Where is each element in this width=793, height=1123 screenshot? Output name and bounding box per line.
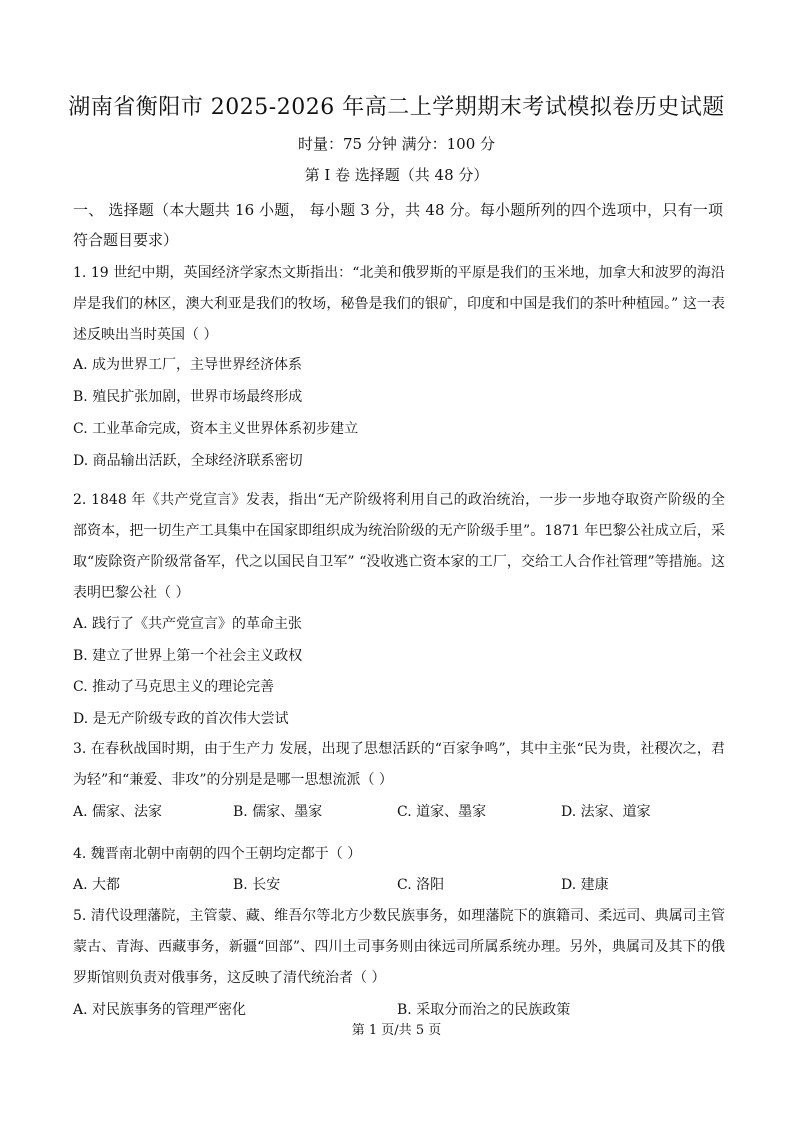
question-stem: 5. 清代设理藩院，主管蒙、藏、维吾尔等北方少数民族事务，如理藩院下的旗籍司、柔远司、典属司主管蒙古、青海、西藏事务，新疆“回部”、四川土司事务则由徕远司所属系统办理。另外，典属司及其下的俄罗斯馆则负责对俄事务，这反映了清代统治者（ ） [73,908,725,986]
option-c: C. 推动了马克思主义的理论完善 [73,679,275,695]
option-b: B. 采取分而治之的民族政策 [397,1002,571,1018]
question-1 [73,258,725,351]
option-d: D. 是无产阶级专政的首次伟大尝试 [73,710,289,727]
option-b: B. 儒家、墨家 [233,804,323,820]
part-heading: 第 I 卷 选择题（共 48 分） [304,166,489,184]
page-number: 第 1 页/共 5 页 [351,1023,442,1038]
question-2 [73,485,725,609]
question-stem: 1. 19 世纪中期，英国经济学家杰文斯指出：“北美和俄罗斯的平原是我们的玉米地，加拿大和波罗的海沿岸是我们的林区，澳大利亚是我们的牧场，秘鲁是我们的银矿，印度和中国是我们的茶叶种植园。” 这一表述反映出当时英国（ ） [73,265,725,343]
option-a: A. 大都 [73,877,121,893]
option-b: B. 殖民扩张加剧，世界市场最终形成 [73,389,303,405]
option-c: C. 工业革命完成，资本主义世界体系初步建立 [73,421,359,437]
option-b: B. 长安 [233,877,281,893]
option-a: A. 儒家、法家 [73,804,163,820]
question-stem: 3. 在春秋战国时期，由于生产力 发展，出现了思想活跃的“百家争鸣”，其中主张“民为贵，社稷次之，君为轻”和“兼爱、非攻”的分别是是哪一思想流派（ ） [73,741,725,788]
question-4-options [73,870,725,900]
option-c: C. 洛阳 [397,877,445,893]
option-b: B. 建立了世界上第一个社会主义政权 [73,647,303,664]
question-3 [73,734,725,796]
question-4 [73,839,725,869]
question-stem: 4. 魏晋南北朝中南朝的四个王朝均定都于（ ） [73,846,362,862]
question-2-options [73,609,725,735]
option-a: A. 成为世界工厂，主导世界经济体系 [73,357,303,373]
option-d: D. 法家、道家 [561,804,651,820]
question-1-options [73,349,725,477]
page-title: 湖南省衡阳市 2025-2026 年高二上学期期末考试模拟卷历史试题 [68,95,725,120]
option-d: D. 建康 [561,877,609,893]
option-a: A. 对民族事务的管理严密化 [73,1002,247,1018]
option-d: D. 商品输出活跃，全球经济联系密切 [73,453,303,469]
option-a: A. 践行了《共产党宣言》的革命主张 [73,616,303,632]
question-5 [73,901,725,994]
section-instructions: 一、 选择题（本大题共 16 小题， 每小题 3 分，共 48 分。每小题所列的四个选项中，只有一项符合题目要求） [73,201,723,249]
exam-meta: 时量：75 分钟 满分：100 分 [297,135,496,153]
question-stem: 2. 1848 年《共产党宣言》发表，指出“无产阶级将利用自己的政治统治，一步一步地夺取资产阶级的全部资本，把一切生产工具集中在国家即组织成为统治阶级的无产阶级手里”。1871 年巴黎公社成立后，采取“废除资产阶级常备军，代之以国民自卫军” “没收逃亡资本家的工厂，交给工人合作社管理”等措施。这表明巴黎公社（ ） [73,492,725,601]
question-3-options [73,797,725,827]
option-c: C. 道家、墨家 [397,804,487,820]
